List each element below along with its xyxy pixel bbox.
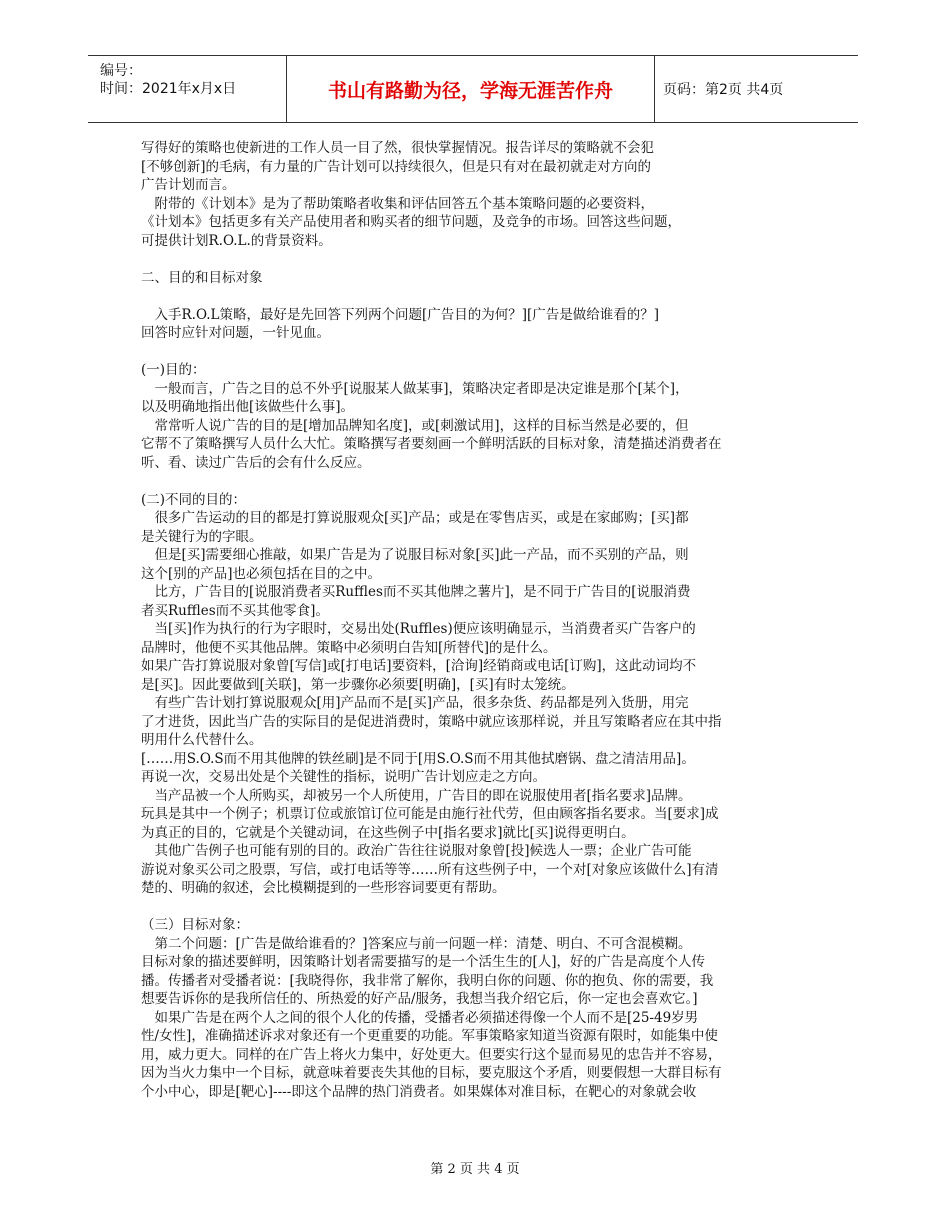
text-line: 可提供计划R.O.L.的背景资料。 (141, 232, 332, 249)
paragraph-gap (141, 287, 821, 306)
text-line: 想要告诉你的是我所信任的、所热爱的好产品/服务，我想当我介绍它后，你一定也会喜欢它。] (141, 991, 698, 1007)
text-line: 一般而言，广告之目的总不外乎[说服某人做某事]，策略决定者即是决定谁是那个[某个]， (141, 380, 689, 397)
text-line: 如果广告打算说服对象曾[写信]或[打电话]要资料，[洽询]经销商或电话[订购]，这此动词均不 (141, 658, 697, 674)
text-line: 它帮不了策略撰写人员什么大忙。策略撰写者要刻画一个鲜明活跃的目标对象，清楚描述消费者在 (141, 436, 722, 452)
text-line: （三）目标对象： (141, 917, 249, 933)
text-line: 用，威力更大。同样的在广告上将火力集中，好处更大。但要实行这个显而易见的忠告并不容易， (141, 1046, 722, 1063)
text-line: 明用什么代替什么。 (141, 732, 263, 748)
text-line: [……用S.O.S而不用其他牌的铁丝刷]是不同于[用S.O.S而不用其他拭磨锅、盘之清洁用品]。 (141, 750, 695, 767)
text-line: 入手R.O.L策略，最好是先回答下列两个问题[广告目的为何？][广告是做给谁看的？] (141, 306, 660, 323)
text-line: 广告计划而言。 (141, 177, 236, 193)
text-line: [不够创新]的毛病，有力量的广告计划可以持续很久，但是只有对在最初就走对方向的 (141, 158, 652, 175)
text-line: 游说对象买公司之股票，写信，或打电话等等……所有这些例子中，一个对[对象应该做什么]有清 (141, 861, 719, 878)
document-body (141, 139, 821, 1101)
paragraph-gap (141, 343, 821, 362)
text-line: 为真正的目的，它就是个关键动词，在这些例子中[指名要求]就比[买]说得更明白。 (141, 824, 635, 841)
text-line: 了才进货，因此当广告的实际目的是促进消费时，策略中就应该那样说，并且写策略者应在其中指 (141, 713, 722, 730)
text-line: 当[买]作为执行的行为字眼时，交易出处(Ruffles)便应该明确显示，当消费者买广告客户的 (141, 621, 696, 637)
text-line: 如果广告是在两个人之间的很个人化的传播，受播者必须描述得像一个人而不是[25-49岁男 (141, 1009, 699, 1026)
header-meta (88, 56, 286, 122)
text-line: 是[买]。因此要做到[关联]，第一步骤你必须要[明确]，[买]有时太笼统。 (141, 676, 575, 693)
text-line: 播。传播者对受播者说：[我晓得你，我非常了解你，我明白你的问题、你的抱负、你的需要，我 (141, 972, 714, 989)
document-date: 时间：2021年x月x日 (100, 81, 237, 97)
text-line: 目标对象的描述要鲜明，因策略计划者需要描写的是一个活生生的[人]，好的广告是高度个人传 (141, 954, 706, 970)
text-line: 玩具是其中一个例子；机票订位或旅馆订位可能是由施行社代劳，但由顾客指名要求。当[要求]成 (141, 806, 719, 822)
text-line: 品牌时，他便不买其他品牌。策略中必须明白告知[所替代]的是什么。 (141, 639, 557, 656)
text-line: 《计划本》包括更多有关产品使用者和购买者的细节问题，及竞争的市场。回答这些问题， (141, 214, 681, 230)
text-line: 其他广告例子也可能有别的目的。政治广告往往说服对象曾[投]候选人一票；企业广告可能 (141, 843, 692, 859)
text-line: (一)目的： (141, 362, 206, 378)
text-line: 有些广告计划打算说服观众[用]产品而不是[买]产品，很多杂货、药品都是列入货册，用完 (141, 695, 689, 711)
text-line: 很多广告运动的目的都是打算说服观众[买]产品；或是在零售店买，或是在家邮购；[买]都 (141, 510, 689, 526)
paragraph-gap (141, 898, 821, 917)
text-line: 写得好的策略也使新进的工作人员一目了然，很快掌握情况。报告详尽的策略就不会犯 (141, 140, 654, 156)
text-line: 楚的、明确的叙述，会比模糊提到的一些形容词要更有帮助。 (141, 880, 506, 896)
text-line: 听、看、读过广告后的会有什么反应。 (141, 454, 371, 471)
header-page-info: 页码：第2页 共4页 (663, 82, 784, 98)
text-line: 回答时应针对问题，一针见血。 (141, 325, 330, 341)
text-line: 是关键行为的字眼。 (141, 528, 263, 545)
paragraph-gap (141, 250, 821, 269)
text-line: 个小中心，即是[靶心]----即这个品牌的热门消费者。如果媒体对准目标，在靶心的对象就会收 (141, 1083, 697, 1100)
page-header (88, 55, 858, 123)
text-line: 以及明确地指出他[该做些什么事]。 (141, 399, 355, 415)
motto-text: 书山有路勤为径，学海无涯苦作舟 (327, 79, 613, 102)
text-line: 但是[买]需要细心推敲，如果广告是为了说服目标对象[买]此一产品，而不买别的产品，则 (141, 547, 689, 563)
text-line: 再说一次，交易出处是个关键性的指标，说明广告计划应走之方向。 (141, 769, 546, 785)
text-line: 性/女性]，准确描述诉求对象还有一个更重要的功能。军事策略家知道当资源有限时，如能集中使 (141, 1028, 718, 1044)
text-line: 第二个问题：[广告是做给谁看的？]答案应与前一问题一样：清楚、明白、不可含混模糊。 (141, 935, 692, 952)
text-line: 者买Ruffles而不买其他零食]。 (141, 602, 329, 619)
text-line: (二)不同的目的： (141, 491, 247, 508)
page-footer: 第 2 页 共 4 页 (430, 1162, 520, 1177)
paragraph-gap (141, 472, 821, 491)
text-line: 当产品被一个人所购买，却被另一个人所使用，广告目的即在说服使用者[指名要求]品牌。 (141, 787, 692, 804)
text-line: 这个[别的产品]也必须包括在目的之中。 (141, 565, 382, 582)
text-line: 因为当火力集中一个目标，就意味着要丧失其他的目标，要克服这个矛盾，则要假想一大群目标有 (141, 1065, 722, 1081)
text-line: 比方，广告目的[说服消费者买Ruffles而不买其他牌之薯片]，是不同于广告目的[说服消费 (141, 584, 691, 600)
document-number-label: 编号： (100, 63, 142, 79)
text-line: 二、目的和目标对象 (141, 269, 263, 286)
header-motto-cell (286, 56, 655, 122)
text-line: 附带的《计划本》是为了帮助策略者收集和评估回答五个基本策略问题的必要资料， (141, 195, 654, 212)
text-line: 常常听人说广告的目的是[增加品牌知名度]，或[刺激试用]，这样的目标当然是必要的，但 (141, 417, 689, 434)
